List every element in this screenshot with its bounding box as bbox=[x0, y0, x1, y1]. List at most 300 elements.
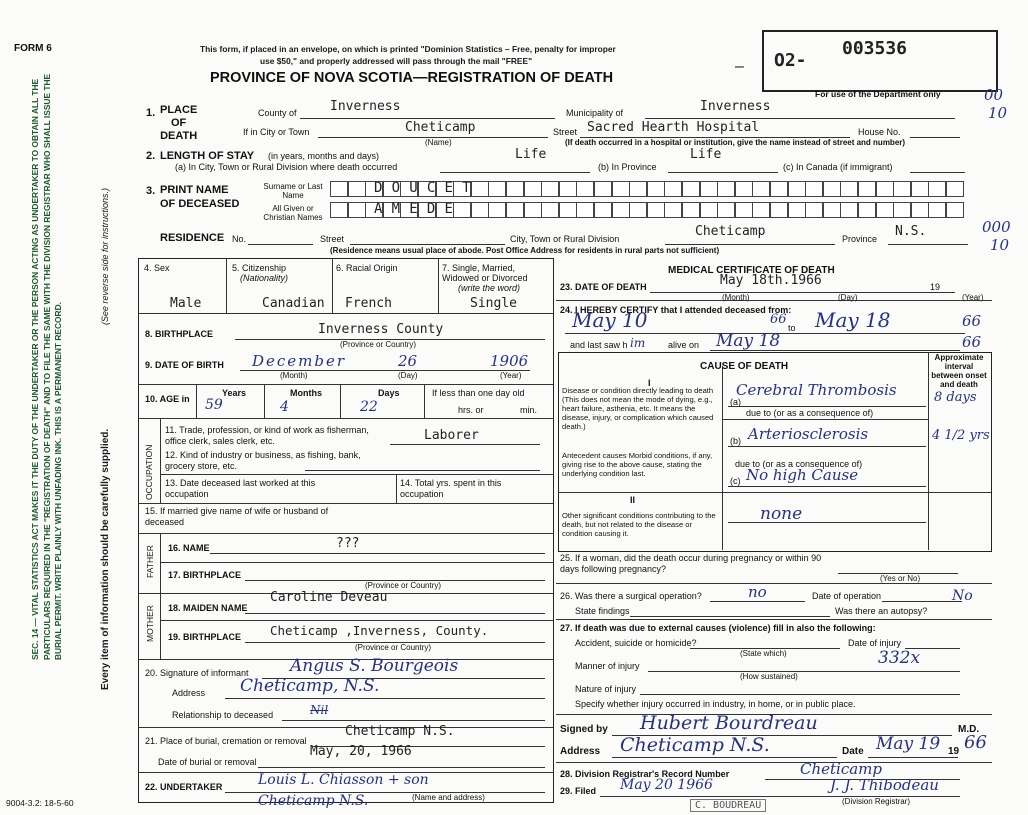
municipality-line bbox=[645, 118, 955, 119]
name-letter-box bbox=[893, 181, 911, 197]
burial-place-value: Cheticamp N.S. bbox=[345, 724, 455, 739]
saw-label: and last saw h bbox=[570, 340, 628, 350]
stay-a-label: (a) In City, Town or Rural Division where death occurred bbox=[175, 162, 398, 172]
death-year-prefix: 19 bbox=[930, 282, 941, 292]
age-div-1 bbox=[196, 384, 197, 418]
name-letter-box bbox=[629, 181, 647, 197]
informant-signature: Angus S. Bourgeois bbox=[290, 656, 459, 676]
attend-from-yr: 66 bbox=[770, 312, 787, 327]
cause-c-line bbox=[728, 486, 926, 487]
informant-address-line bbox=[225, 698, 545, 699]
occupation-side: OCCUPATION bbox=[144, 444, 154, 500]
q12-label: 12. Kind of industry or business, as fishing, bank, grocery store, etc. bbox=[165, 450, 361, 471]
marital-label: 7. Single, Married, Widowed or Divorced bbox=[442, 263, 528, 283]
name-letter-box bbox=[524, 181, 542, 197]
dob-day-sub: (Day) bbox=[398, 371, 418, 380]
name-letter-box bbox=[752, 202, 770, 218]
filed-label: 29. Filed bbox=[560, 786, 597, 796]
name-letter-box bbox=[559, 181, 577, 197]
min-label: min. bbox=[520, 405, 538, 415]
sidebar-main: SEC. 14 — VITAL STATISTICS ACT MAKES IT THE DUTY OF THE UNDERTAKER OR THE PERSON ACTING AS UNDERTAKER TO OBTAIN ALL THE PARTICULARS REQUIRED IN THE "REGISTRATION OF DEATH" AND TO FILE THE SAME WITH THE DIVISION REGISTRAR WHO SHALL ISSUE THE BURIAL PERMIT. WRITE PLAINLY WITH UNFADING INK. THIS IS A PERMANENT RECORD. bbox=[30, 73, 63, 660]
name-letter-box bbox=[876, 202, 894, 218]
attend-to: May 18 bbox=[815, 308, 891, 332]
cause-b-value: Arteriosclerosis bbox=[748, 425, 869, 443]
cause-a-prefix: (a) bbox=[730, 397, 741, 407]
relationship-label: Relationship to deceased bbox=[172, 710, 274, 720]
cause-a-line bbox=[728, 406, 926, 407]
operation-date-label: Date of operation bbox=[812, 591, 882, 601]
cause-row-div-1 bbox=[722, 419, 928, 420]
months-label: Months bbox=[290, 388, 322, 398]
house-line bbox=[910, 137, 960, 138]
row-10-bottom bbox=[138, 418, 553, 419]
name-letter-box bbox=[682, 181, 700, 197]
interval-header: Approximate interval between onset and death bbox=[931, 353, 987, 389]
death-date-value: May 18th.1966 bbox=[720, 273, 822, 288]
father-side: FATHER bbox=[145, 545, 155, 578]
name-letter-box bbox=[770, 181, 788, 197]
occ-row-div bbox=[160, 474, 553, 475]
spouse-label: 15. If married give name of wife or husband of deceased bbox=[145, 506, 329, 527]
findings-label: State findings bbox=[575, 606, 630, 616]
other-label: Other significant conditions contributing to the death, but not related to the disease or condition causing it. bbox=[562, 511, 716, 538]
name-letter-box bbox=[788, 202, 806, 218]
name-letter-box bbox=[576, 181, 594, 197]
name-letter-box bbox=[541, 202, 559, 218]
cause-a-value: Cerebral Thrombosis bbox=[736, 381, 897, 399]
residence-no-label: No. bbox=[232, 234, 247, 244]
name-letter-box bbox=[788, 181, 806, 197]
age-label: 10. AGE in bbox=[145, 394, 190, 404]
name-letter-box bbox=[647, 181, 665, 197]
death-day-sub: (Day) bbox=[838, 293, 858, 302]
cause-label-col bbox=[722, 366, 723, 550]
place-heading bbox=[160, 104, 197, 143]
autopsy-label: Was there an autopsy? bbox=[835, 606, 928, 616]
nature-line bbox=[640, 694, 960, 695]
q26-label: 26. Was there a surgical operation? bbox=[560, 591, 702, 601]
informant-sig-label: 20. Signature of informant bbox=[145, 668, 249, 678]
racial-label: 6. Racial Origin bbox=[336, 263, 398, 273]
interval-b: 4 1/2 yrs bbox=[932, 428, 990, 443]
informant-address-label: Address bbox=[172, 688, 206, 698]
marital-sub: (write the word) bbox=[458, 283, 521, 293]
mother-maiden-label: 18. MAIDEN NAME bbox=[168, 603, 248, 613]
manner-label: Manner of injury bbox=[575, 661, 640, 671]
sig-year-prefix: 19 bbox=[948, 746, 960, 757]
name-letter-box bbox=[506, 181, 524, 197]
name-letter-box bbox=[946, 202, 964, 218]
informant-address: Cheticamp, N.S. bbox=[240, 676, 380, 696]
county-line bbox=[300, 118, 555, 119]
registrar-stamp: C. BOUDREAU bbox=[690, 799, 766, 812]
age-months: 4 bbox=[280, 399, 289, 415]
surname-label: Surname or Last Name bbox=[263, 182, 323, 200]
street-label: Street bbox=[553, 127, 578, 137]
sidebar-secondary: Every item of information should be carefully supplied. bbox=[100, 428, 111, 690]
last-seen: May 18 bbox=[716, 331, 781, 351]
notice-line2: use $50," and properly addressed will pass through the mail "FREE" bbox=[260, 56, 533, 66]
surname-value: DOUCET bbox=[374, 180, 480, 196]
interval-col bbox=[928, 352, 929, 550]
father-birthplace-label: 17. BIRTHPLACE bbox=[168, 570, 242, 580]
div-4-5 bbox=[226, 258, 227, 313]
code-value: 332x bbox=[878, 648, 921, 668]
name-letter-box bbox=[717, 202, 735, 218]
row-10-top bbox=[138, 384, 553, 385]
stay-b-value: Life bbox=[690, 147, 722, 162]
div-6-7 bbox=[438, 258, 439, 313]
sig-address-line bbox=[612, 757, 837, 758]
age-div-2 bbox=[264, 384, 265, 418]
place-heading-1: PLACE bbox=[160, 104, 198, 116]
dob-day: 26 bbox=[398, 352, 418, 370]
age-div-4 bbox=[424, 384, 425, 418]
cause-c-value: No high Cause bbox=[746, 466, 859, 484]
accident-label: Accident, suicide or homicide? bbox=[575, 638, 697, 648]
occ-side-div bbox=[160, 418, 161, 503]
mother-row-div bbox=[160, 620, 553, 621]
name-letter-box bbox=[488, 202, 506, 218]
margin-code-1: 00 bbox=[984, 86, 1004, 104]
residence-no-line bbox=[248, 244, 313, 245]
name-letter-box bbox=[858, 202, 876, 218]
other-line bbox=[728, 522, 926, 523]
name-letter-box bbox=[735, 202, 753, 218]
nature-label: Nature of injury bbox=[575, 684, 637, 694]
hrs-label: hrs. or bbox=[458, 405, 484, 415]
given-value: AMEDE bbox=[374, 201, 463, 217]
antecedent-label: Antecedent causes Morbid conditions, if any, giving rise to the above cause, stating the underlying condition last. bbox=[562, 451, 713, 478]
stay-num: 2. bbox=[146, 150, 156, 162]
undertaker-address: Cheticamp N.S. bbox=[258, 793, 369, 809]
burial-place-label: 21. Place of burial, cremation or removal bbox=[145, 736, 307, 746]
state-sub: (State which) bbox=[740, 649, 787, 658]
mother-birthplace-sub: (Province or Country) bbox=[355, 643, 432, 652]
attend-to-label: to bbox=[788, 323, 796, 333]
trade-value: Laborer bbox=[424, 428, 479, 443]
father-name-line bbox=[210, 553, 545, 554]
stay-a-line bbox=[440, 172, 590, 173]
name-letter-box bbox=[876, 181, 894, 197]
dept-use-label: For use of the Department only bbox=[815, 89, 941, 99]
name-letter-box bbox=[770, 202, 788, 218]
name-letter-box bbox=[805, 181, 823, 197]
name-letter-box bbox=[664, 181, 682, 197]
citizenship-value: Canadian bbox=[262, 296, 325, 311]
county-label: County of bbox=[258, 108, 297, 118]
stay-c-line bbox=[910, 172, 965, 173]
how-sub: (How sustained) bbox=[740, 672, 798, 681]
residence-city-label: City, Town or Rural Division bbox=[510, 234, 620, 244]
due-to-1: due to (or as a consequence of) bbox=[746, 408, 874, 418]
undertaker-value: Louis L. Chiasson + son bbox=[258, 772, 429, 788]
margin-code-3: 000 bbox=[982, 218, 1011, 236]
name-sublabel: (Name) bbox=[425, 138, 452, 147]
death-date-line bbox=[650, 292, 955, 293]
industry-line bbox=[305, 470, 540, 471]
county-value: Inverness bbox=[330, 99, 401, 114]
name-heading bbox=[160, 183, 239, 211]
registrar-sub: (Division Registrar) bbox=[842, 797, 911, 806]
dob-label: 9. DATE OF BIRTH bbox=[145, 360, 224, 370]
sig-date-value: May 19 bbox=[876, 734, 941, 754]
spouse-bottom bbox=[138, 533, 553, 534]
dash-mark: – bbox=[735, 58, 744, 75]
marital-value: Single bbox=[470, 296, 517, 311]
given-label: All Given or Christian Names bbox=[263, 204, 323, 222]
div-5-6 bbox=[332, 258, 333, 313]
filed-value: May 20 1966 bbox=[620, 777, 713, 793]
margin-code-2: 10 bbox=[988, 104, 1008, 122]
due-to-2: due to (or as a consequence of) bbox=[735, 459, 863, 469]
cause-b-line bbox=[728, 446, 926, 447]
dob-month: December bbox=[252, 352, 347, 370]
name-heading-1: PRINT NAME bbox=[160, 184, 229, 196]
mail-notice bbox=[200, 43, 616, 67]
mother-maiden-line bbox=[245, 613, 545, 614]
medical-title: MEDICAL CERTIFICATE OF DEATH bbox=[668, 265, 835, 276]
reg-number: 003536 bbox=[842, 38, 908, 59]
q27-label: 27. If death was due to external causes (violence) fill in also the following: bbox=[560, 623, 876, 633]
name-letter-box bbox=[946, 181, 964, 197]
name-letter-box bbox=[840, 181, 858, 197]
citizenship-label: 5. Citizenship bbox=[232, 263, 287, 273]
stay-a-value: Life bbox=[515, 147, 547, 162]
injury-date-label: Date of injury bbox=[848, 638, 902, 648]
disease-label: Disease or condition directly leading to death (This does not mean the mode of dying, e.g., heart failure, asthenia, etc. It means the disease, injury, or complication which caused death.) bbox=[562, 386, 714, 431]
name-letter-box bbox=[893, 202, 911, 218]
dob-month-sub: (Month) bbox=[280, 371, 308, 380]
name-letter-box bbox=[524, 202, 542, 218]
name-heading-2: OF DECEASED bbox=[160, 198, 240, 210]
name-letter-box bbox=[664, 202, 682, 218]
name-letter-box bbox=[911, 202, 929, 218]
attend-to-yr: 66 bbox=[962, 312, 982, 330]
name-letter-box bbox=[682, 202, 700, 218]
stay-sub: (in years, months and days) bbox=[268, 151, 380, 161]
name-letter-box bbox=[541, 181, 559, 197]
md-label: M.D. bbox=[958, 724, 980, 735]
sig-date-line bbox=[868, 757, 958, 758]
name-letter-box bbox=[928, 181, 946, 197]
birthplace-label: 8. BIRTHPLACE bbox=[145, 329, 214, 339]
mother-side: MOTHER bbox=[145, 605, 155, 642]
findings-line bbox=[630, 616, 830, 617]
signed-label: Signed by bbox=[560, 724, 608, 735]
name-letter-box bbox=[330, 202, 348, 218]
name-letter-box bbox=[506, 202, 524, 218]
sig-address-label: Address bbox=[560, 746, 601, 757]
name-letter-box bbox=[911, 181, 929, 197]
registrar-name: J. J. Thibodeau bbox=[830, 776, 939, 794]
other-value: none bbox=[760, 504, 803, 524]
registrar-num-value: Cheticamp bbox=[800, 760, 883, 778]
burial-date-line bbox=[258, 767, 545, 768]
certify-label: 24. I HEREBY CERTIFY that I attended deceased from: bbox=[560, 305, 792, 315]
row-4-bottom bbox=[138, 313, 553, 314]
age-days: 22 bbox=[360, 399, 378, 415]
residence-note: (Residence means usual place of abode. Post Office Address for residents in rural parts not sufficient) bbox=[330, 246, 720, 255]
name-letter-box bbox=[647, 202, 665, 218]
sig-date-label: Date bbox=[842, 746, 864, 757]
name-letter-box bbox=[823, 202, 841, 218]
infant-label: If less than one day old bbox=[432, 388, 525, 398]
undertaker-label: 22. UNDERTAKER bbox=[145, 782, 223, 792]
q14-label: 14. Total yrs. spent in this occupation bbox=[400, 478, 502, 499]
name-letter-box bbox=[823, 181, 841, 197]
stay-b-label: (b) In Province bbox=[598, 162, 657, 172]
specify-label: Specify whether injury occurred in industry, in home, or in public place. bbox=[575, 699, 856, 709]
form-title: PROVINCE OF NOVA SCOTIA—REGISTRATION OF DEATH bbox=[210, 70, 614, 86]
notice-line1: This form, if placed in an envelope, on which is printed "Dominion Statistics – Free, penalty for improper bbox=[200, 44, 616, 54]
form-id: FORM 6 bbox=[14, 43, 52, 54]
form-code: 9004-3.2: 18-5-60 bbox=[6, 798, 74, 808]
name-letter-box bbox=[330, 181, 348, 197]
name-letter-box bbox=[594, 202, 612, 218]
racial-value: French bbox=[345, 296, 392, 311]
q13-label: 13. Date deceased last worked at this occupation bbox=[165, 478, 316, 499]
residence-heading: RESIDENCE bbox=[160, 232, 225, 244]
birthplace-sub: (Province or Country) bbox=[340, 340, 417, 349]
name-letter-box bbox=[629, 202, 647, 218]
stay-b-line bbox=[668, 172, 778, 173]
citizenship-sub: (Nationality) bbox=[240, 273, 289, 283]
reg-number-box bbox=[762, 30, 998, 92]
name-letter-box bbox=[717, 181, 735, 197]
name-letter-box bbox=[471, 202, 489, 218]
sidebar-reverse: (See reverse side for instructions.) bbox=[100, 187, 110, 325]
name-letter-box bbox=[612, 181, 630, 197]
name-letter-box bbox=[488, 181, 506, 197]
sig-year-value: 66 bbox=[964, 732, 987, 753]
stay-heading: LENGTH OF STAY bbox=[160, 150, 255, 162]
name-letter-box bbox=[858, 181, 876, 197]
occ-bottom bbox=[138, 503, 553, 504]
name-letter-box bbox=[594, 181, 612, 197]
mother-side-div bbox=[160, 593, 161, 659]
name-letter-box bbox=[559, 202, 577, 218]
operation-date-line bbox=[882, 601, 962, 602]
q25-label: 25. If a woman, did the death occur during pregnancy or within 90 days following pregnancy? bbox=[560, 553, 822, 574]
name-letter-box bbox=[700, 181, 718, 197]
death-year-sub: (Year) bbox=[962, 293, 984, 302]
saw-him: im bbox=[630, 336, 646, 350]
name-letter-box bbox=[348, 181, 366, 197]
q11-label: 11. Trade, profession, or kind of work as fisherman, office clerk, sales clerk, etc. bbox=[165, 425, 369, 446]
name-letter-box bbox=[612, 202, 630, 218]
municipality-value: Inverness bbox=[700, 99, 771, 114]
manner-line bbox=[648, 671, 960, 672]
father-side-div bbox=[160, 533, 161, 593]
occ-col-div bbox=[396, 474, 397, 503]
sex-value: Male bbox=[170, 296, 202, 311]
name-letter-box bbox=[752, 181, 770, 197]
margin-code-4: 10 bbox=[990, 236, 1010, 254]
city-label: If in City or Town bbox=[243, 127, 310, 137]
birthplace-value: Inverness County bbox=[318, 322, 444, 337]
age-div-3 bbox=[340, 384, 341, 418]
place-heading-2: OF bbox=[171, 117, 187, 129]
sig-bottom bbox=[556, 762, 992, 763]
residence-city-line bbox=[665, 244, 835, 245]
residence-province-line bbox=[888, 244, 968, 245]
name-letter-box bbox=[928, 202, 946, 218]
father-row-div bbox=[160, 562, 553, 563]
name-letter-box bbox=[840, 202, 858, 218]
city-value: Cheticamp bbox=[405, 120, 476, 135]
mother-maiden-value: Caroline Deveau bbox=[270, 590, 388, 605]
hospital-note: (If death occurred in a hospital or institution, give the name instead of street and number) bbox=[565, 138, 906, 147]
death-month-sub: (Month) bbox=[722, 293, 750, 302]
residence-province-label: Province bbox=[842, 234, 878, 244]
name-letter-box bbox=[700, 202, 718, 218]
place-num: 1. bbox=[146, 107, 156, 119]
father-name-label: 16. NAME bbox=[168, 543, 210, 553]
undertaker-sub: (Name and address) bbox=[412, 793, 485, 802]
cause-b-prefix: (b) bbox=[730, 436, 741, 446]
relationship-line bbox=[282, 720, 545, 721]
dob-year: 1906 bbox=[490, 352, 529, 370]
registrar-num-label: 28. Division Registrar's Record Number bbox=[560, 769, 730, 779]
father-name-value: ??? bbox=[336, 536, 360, 551]
reg-prefix: O2- bbox=[774, 50, 807, 71]
residence-street-line bbox=[350, 244, 505, 245]
age-years: 59 bbox=[205, 397, 223, 413]
residence-city-value: Cheticamp bbox=[695, 224, 766, 239]
burial-date-label: Date of burial or removal bbox=[158, 757, 257, 767]
q26-value: no bbox=[748, 583, 767, 601]
cause-c-prefix: (c) bbox=[730, 476, 741, 486]
q26-line bbox=[710, 601, 805, 602]
autopsy-value: No bbox=[952, 588, 973, 604]
signed-value: Hubert Bourdreau bbox=[640, 712, 818, 734]
death-date-label: 23. DATE OF DEATH bbox=[560, 282, 647, 292]
q26-bottom bbox=[556, 619, 992, 620]
place-heading-3: DEATH bbox=[160, 130, 198, 142]
residence-province-value: N.S. bbox=[895, 224, 927, 239]
house-label: House No. bbox=[858, 127, 901, 137]
cause-row-div-2 bbox=[558, 492, 991, 493]
cause-title: CAUSE OF DEATH bbox=[700, 361, 789, 372]
alive-on: alive on bbox=[668, 340, 700, 350]
relationship-value: Nil bbox=[310, 703, 329, 717]
last-seen-yr: 66 bbox=[962, 333, 982, 351]
municipality-label: Municipality of bbox=[566, 108, 624, 118]
days-label: Days bbox=[378, 388, 400, 398]
trade-line bbox=[390, 444, 540, 445]
name-letter-box bbox=[735, 181, 753, 197]
name-letter-box bbox=[576, 202, 594, 218]
father-birthplace-sub: (Province or Country) bbox=[365, 581, 442, 590]
med-sep bbox=[556, 300, 992, 301]
roman-1: I bbox=[648, 378, 651, 388]
stay-c-label: (c) In Canada (if immigrant) bbox=[783, 162, 893, 172]
sig-address-value: Cheticamp N.S. bbox=[620, 734, 770, 756]
dob-year-sub: (Year) bbox=[500, 371, 522, 380]
roman-2: II bbox=[630, 495, 636, 505]
mother-birthplace-label: 19. BIRTHPLACE bbox=[168, 632, 242, 642]
attend-from: May 10 bbox=[572, 308, 648, 332]
interval-a: 8 days bbox=[934, 390, 977, 405]
q25-sub: (Yes or No) bbox=[880, 574, 921, 583]
residence-street-label: Street bbox=[320, 234, 345, 244]
mother-birthplace-value: Cheticamp ,Inverness, County. bbox=[270, 623, 489, 638]
q25-bottom bbox=[556, 583, 992, 584]
name-letter-box bbox=[805, 202, 823, 218]
name-num: 3. bbox=[146, 185, 156, 197]
name-letter-box bbox=[348, 202, 366, 218]
